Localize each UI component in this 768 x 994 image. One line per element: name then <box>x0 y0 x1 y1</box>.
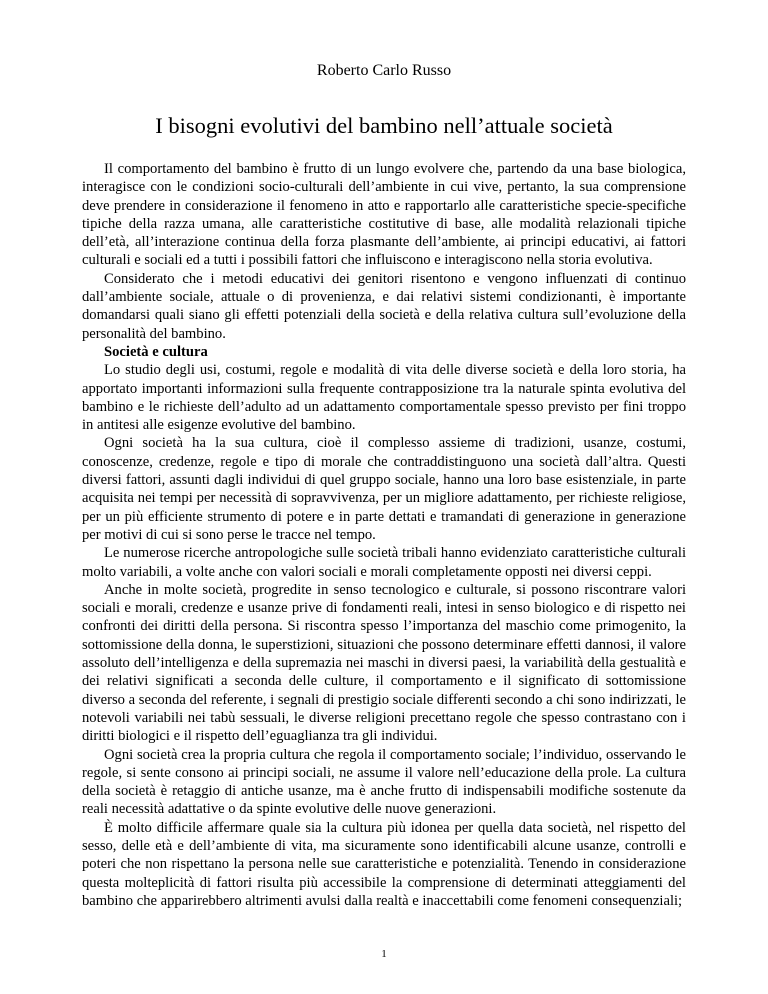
section-heading: Società e cultura <box>104 343 208 360</box>
section-paragraph: È molto difficile affermare quale sia la cultura più idonea per quella data società, nel rispetto del sesso, delle età e dell’ambiente di vita, ma sicuramente sono identificabili alcune usanze, controlli e poteri che non rispettano la persona nelle sue caratteristiche e potenzialità. Tenendo in considerazione questa molteplicità di fattori risulta più accessibile la comprensione di determinati atteggiamenti del bambino che apparirebbero altrimenti avulsi dalla realtà e inaccettabili come fenomeni consequenziali; <box>82 819 686 909</box>
intro-paragraph: Considerato che i metodi educativi dei genitori risentono e vengono influenzati di continuo dall’ambiente sociale, attuale o di provenienza, e dai relativi sistemi condizionanti, è importante domandarsi quali siano gli effetti potenziali della società e della relativa cultura sull’evoluzione della personalità del bambino. <box>82 270 686 342</box>
page-number: 1 <box>381 948 387 960</box>
section-paragraph: Le numerose ricerche antropologiche sulle società tribali hanno evidenziato caratteristiche culturali molto variabili, a volte anche con valori sociali e morali completamente opposti nei diversi ceppi. <box>82 545 686 580</box>
section-paragraph: Ogni società ha la sua cultura, cioè il complesso assieme di tradizioni, usanze, costumi, conoscenze, credenze, regole e tipo di morale che contraddistinguono una società dall’altra. Questi diversi fattori, assunti dagli individui di quel gruppo sociale, hanno una loro base esistenziale, in parte acquisita nei tempi per necessità di sopravvivenza, per un migliore adattamento, per richieste religiose, per un più efficiente strumento di potere e in parte dettati e tramandati di generazione in generazione per motivi di cui si sono perse le tracce nel tempo. <box>82 435 686 543</box>
author-name: Roberto Carlo Russo <box>316 62 452 79</box>
section-paragraph: Ogni società crea la propria cultura che regola il comportamento sociale; l’individuo, osservando le regole, si sente consono ai principi sociali, ne assume il valore nell’educazione della prole. La cultura della società è retaggio di antiche usanze, ma è anche frutto di indispensabili modifiche sostenute da reali necessità adattative o da spinte evolutive delle nuove generazioni. <box>82 746 686 818</box>
section-paragraph: Anche in molte società, progredite in senso tecnologico e culturale, si possono riscontrare valori sociali e morali, credenze e usanze prive di fondamenti reali, intesi in senso biologico e di rispetto nei confronti dei diritti della persona. Si riscontra spesso l’importanza del maschio come primogenito, la sottomissione della donna, le superstizioni, situazioni che possono determinare effetti dannosi, il valore assoluto dell’intelligenza e della supremazia nei maschi in diversi paesi, la variabilità della gestualità e dei relativi significati a seconda delle culture, il comportamento e il significato di sottomissione diverso a seconda del referente, i segnali di prestigio sociale differenti secondo a chi sono indirizzati, le notevoli variabili nei tabù sessuali, le diverse religioni precettano regole che spesso contrastano con i diritti biologici e il rispetto dell’eguaglianza tra gli individui. <box>82 581 686 745</box>
intro-paragraph: Il comportamento del bambino è frutto di un lungo evolvere che, partendo da una base biologica, interagisce con le condizioni socio-culturali dell’ambiente in cui vive, pertanto, la sua comprensione deve prendere in considerazione il fenomeno in atto e rapportarlo alle caratteristiche specie-specifiche tipiche della razza umana, alle caratteristiche costitutive di base, alle modalità relazionali tipiche dell’età, all’interazione continua della forza plasmante dell’ambiente, ai principi educativi, ai fattori culturali e sociali ed a tutti i possibili fattori che influiscono e interagiscono nella storia evolutiva. <box>82 161 686 269</box>
document-title: I bisogni evolutivi del bambino nell’attuale società <box>155 113 613 138</box>
document-body <box>82 160 686 910</box>
section-paragraph: Lo studio degli usi, costumi, regole e modalità di vita delle diverse società e della loro storia, ha apportato importanti informazioni sulla frequente contrapposizione tra la naturale spinta evolutiva del bambino e le richieste dell’adulto ad un adattamento comportamentale spesso previsto per fini troppo in antitesi alle esigenze evolutive del bambino. <box>82 362 686 434</box>
